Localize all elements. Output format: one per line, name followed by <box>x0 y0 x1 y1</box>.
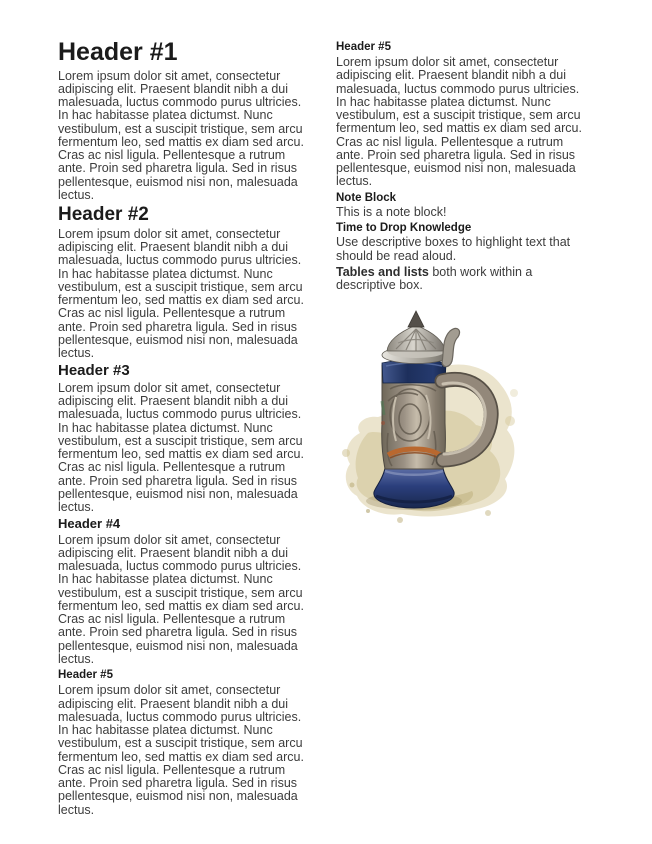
lid-finial <box>408 311 424 327</box>
red-hint <box>381 421 385 425</box>
drop-knowledge-title: Time to Drop Knowledge <box>336 222 472 235</box>
stein-base <box>374 468 454 508</box>
tables-note-bold-lead: Tables and lists <box>336 264 429 279</box>
thumb-lever <box>442 329 460 367</box>
section-header-5: Header #5 <box>58 669 113 682</box>
beer-stein-svg <box>338 303 520 531</box>
right-column <box>336 39 586 844</box>
tables-note <box>336 266 586 293</box>
note-block-text: This is a note block! <box>336 204 447 219</box>
pewter-lid-cone <box>387 325 445 351</box>
section-header-4: Header #4 <box>58 516 121 532</box>
section-header-1: Header #1 <box>58 38 178 66</box>
tables-note-rest: both work within a descriptive box. <box>336 264 533 293</box>
section-header-3: Header #3 <box>58 362 130 380</box>
section-paragraph: Lorem ipsum dolor sit amet, consectetur adipiscing elit. Praesent blandit nibh a dui malesuada, luctus commodo purus ultricies. In hac habitasse platea dictumst. Nunc vestibulum, est a suscipit tristique, sem arcu fermentum leo, sed mattis ex diam sed arcu. Cras ac nisl ligula. Pellentesque a rutrum ante. Proin sed pharetra ligula. Sed in risus pellentesque, euismod nisi non, malesuada lectus. <box>58 532 304 666</box>
left-column <box>58 39 308 844</box>
section-paragraph: Lorem ipsum dolor sit amet, consectetur adipiscing elit. Praesent blandit nibh a dui malesuada, luctus commodo purus ultricies. In hac habitasse platea dictumst. Nunc vestibulum, est a suscipit tristique, sem arcu fermentum leo, sed mattis ex diam sed arcu. Cras ac nisl ligula. Pellentesque a rutrum ante. Proin sed pharetra ligula. Sed in risus pellentesque, euismod nisi non, malesuada lectus. <box>58 68 304 202</box>
drop-knowledge-text: Use descriptive boxes to highlight text that should be read aloud. <box>336 235 571 263</box>
section-paragraph: Lorem ipsum dolor sit amet, consectetur adipiscing elit. Praesent blandit nibh a dui malesuada, luctus commodo purus ultricies. In hac habitasse platea dictumst. Nunc vestibulum, est a suscipit tristique, sem arcu fermentum leo, sed mattis ex diam sed arcu. Cras ac nisl ligula. Pellentesque a rutrum ante. Proin sed pharetra ligula. Sed in risus pellentesque, euismod nisi non, malesuada lectus. <box>58 226 304 361</box>
section-header-5-right: Header #5 <box>336 41 391 53</box>
green-hint <box>382 401 384 415</box>
beer-stein-illustration <box>338 303 520 531</box>
section-paragraph: Lorem ipsum dolor sit amet, consectetur adipiscing elit. Praesent blandit nibh a dui malesuada, luctus commodo purus ultricies. In hac habitasse platea dictumst. Nunc vestibulum, est a suscipit tristique, sem arcu fermentum leo, sed mattis ex diam sed arcu. Cras ac nisl ligula. Pellentesque a rutrum ante. Proin sed pharetra ligula. Sed in risus pellentesque, euismod nisi non, malesuada lectus. <box>58 380 304 515</box>
section-paragraph: Lorem ipsum dolor sit amet, consectetur adipiscing elit. Praesent blandit nibh a dui malesuada, luctus commodo purus ultricies. In hac habitasse platea dictumst. Nunc vestibulum, est a suscipit tristique, sem arcu fermentum leo, sed mattis ex diam sed arcu. Cras ac nisl ligula. Pellentesque a rutrum ante. Proin sed pharetra ligula. Sed in risus pellentesque, euismod nisi non, malesuada lectus. <box>336 55 582 189</box>
note-block-title: Note Block <box>336 191 397 204</box>
section-header-2: Header #2 <box>58 204 149 225</box>
section-paragraph: Lorem ipsum dolor sit amet, consectetur adipiscing elit. Praesent blandit nibh a dui malesuada, luctus commodo purus ultricies. In hac habitasse platea dictumst. Nunc vestibulum, est a suscipit tristique, sem arcu fermentum leo, sed mattis ex diam sed arcu. Cras ac nisl ligula. Pellentesque a rutrum ante. Proin sed pharetra ligula. Sed in risus pellentesque, euismod nisi non, malesuada lectus. <box>58 683 304 817</box>
